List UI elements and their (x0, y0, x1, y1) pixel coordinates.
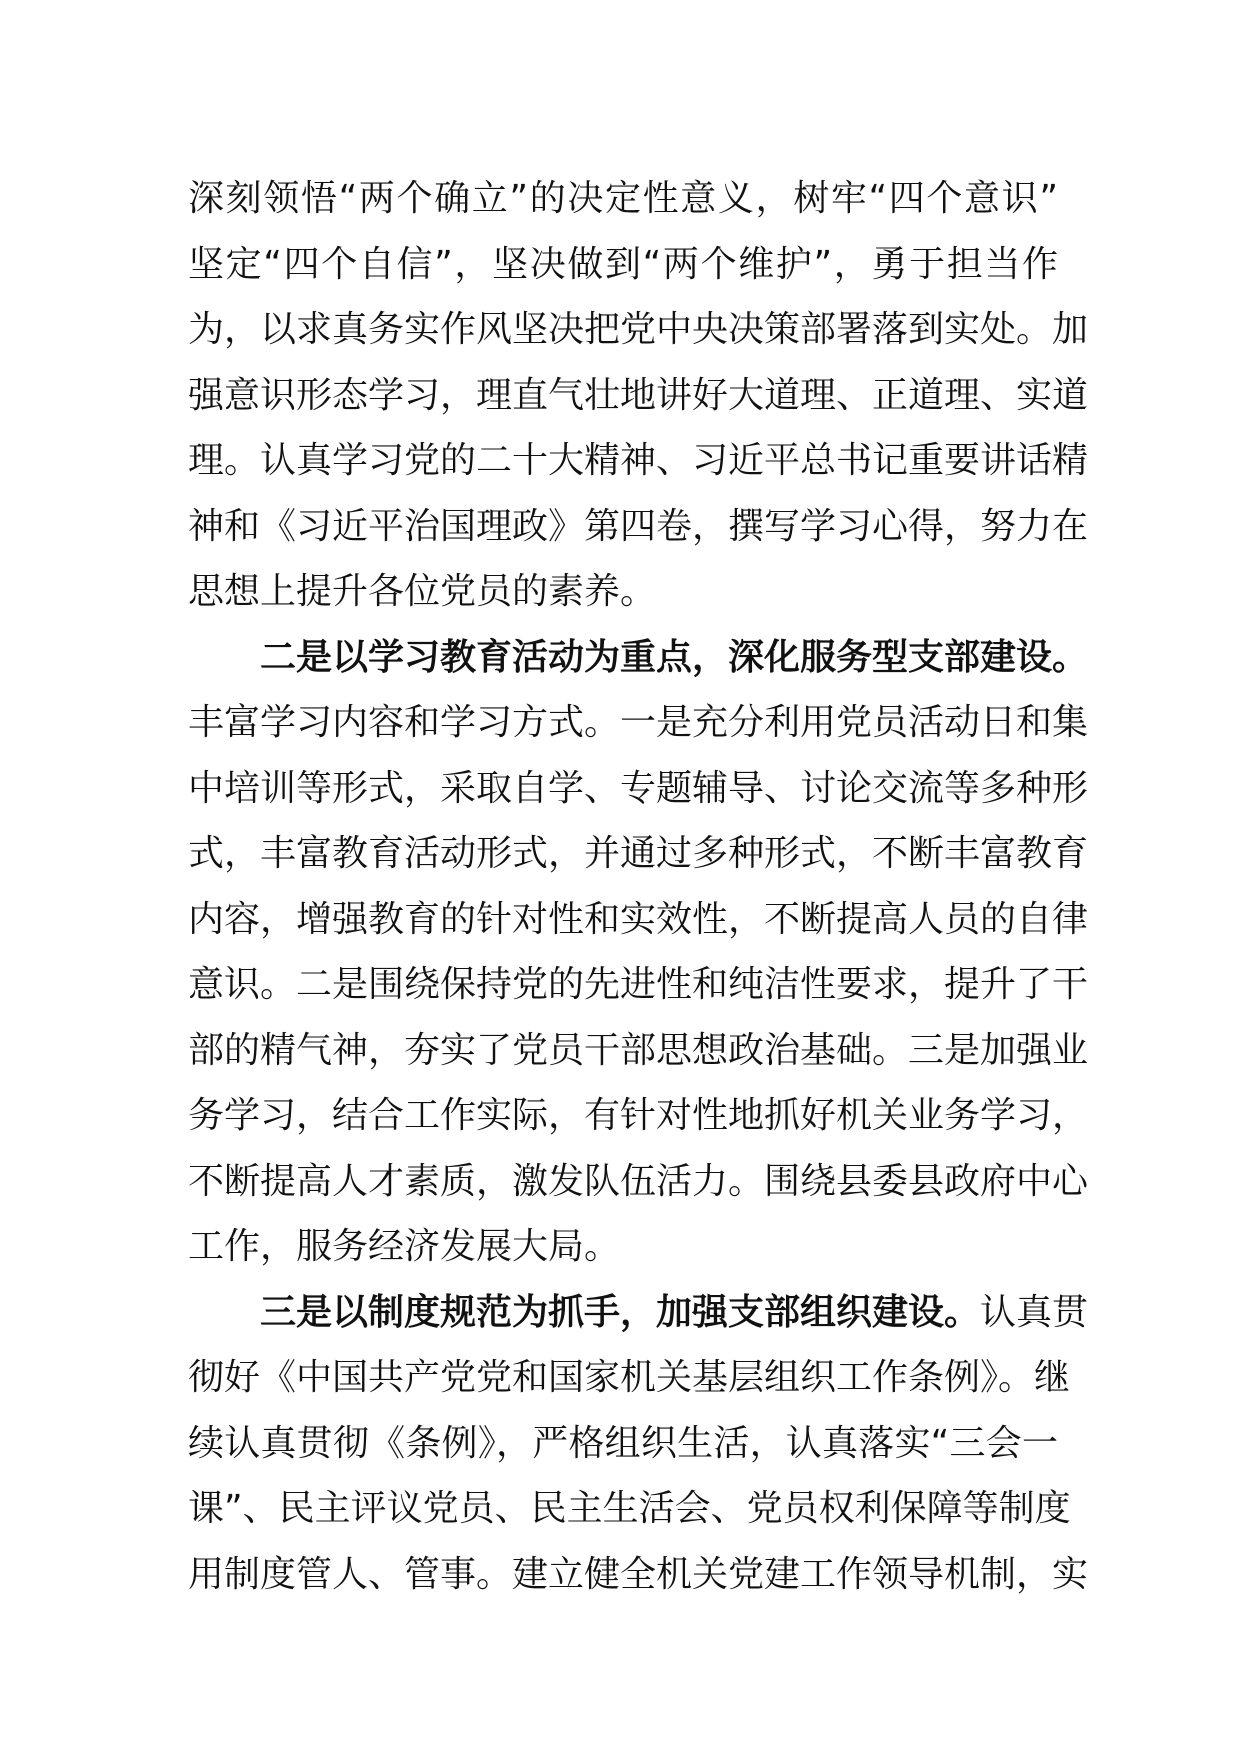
body-line-5: 理。认真学习党的二十大精神、习近平总书记重要讲话精 (188, 440, 1089, 481)
body-line-22: 用制度管人、管事。建立健全机关党建工作领导机制，实 (188, 1553, 1089, 1595)
section-heading-3: 三是以制度规范为抓手，加强支部组织建设。 (260, 1291, 981, 1333)
body-line-4: 强意识形态学习，理直气壮地讲好大道理、正道理、实道 (188, 374, 1089, 416)
body-line-13: 意识。二是围绕保持党的先进性和纯洁性要求，提升了干 (188, 964, 1089, 1005)
section-text-3: 认真贯 (980, 1291, 1089, 1333)
body-line-7: 思想上提升各位党员的素养。 (188, 571, 657, 612)
body-line-10: 中培训等形式，采取自学、专题辅导、讨论交流等多种形 (188, 767, 1089, 809)
section-line-3 (188, 1280, 1089, 1346)
document-body (188, 166, 1089, 1607)
body-line-14: 部的精气神，夯实了党员干部思想政治基础。三是加强业 (188, 1029, 1089, 1071)
body-line-1: 深刻领悟“两个确立”的决定性意义，树牢“四个意识” (188, 178, 1058, 219)
body-line-19: 彻好《中国共产党党和国家机关基层组织工作条例》。继 (188, 1357, 1071, 1398)
body-line-2: 坚定“四个自信”，坚决做到“两个维护”，勇于担当作 (188, 243, 1058, 285)
body-line-6: 神和《习近平治国理政》第四卷，撰写学习心得，努力在 (188, 505, 1089, 547)
section-heading-2: 二是以学习教育活动为重点，深化服务型支部建设。 (260, 636, 1089, 678)
body-line-11: 式，丰富教育活动形式，并通过多种形式，不断丰富教育 (188, 833, 1089, 874)
body-line-15: 务学习，结合工作实际，有针对性地抓好机关业务学习， (188, 1095, 1089, 1136)
body-line-12: 内容，增强教育的针对性和实效性，不断提高人员的自律 (188, 898, 1089, 940)
body-line-21: 课”、民主评议党员、民主生活会、党员权利保障等制度 (188, 1488, 1071, 1529)
body-line-20: 续认真贯彻《条例》，严格组织生活，认真落实“三会一 (188, 1422, 1058, 1464)
body-line-16: 不断提高人才素质，激发队伍活力。围绕县委县政府中心 (188, 1160, 1089, 1202)
body-line-3: 为，以求真务实作风坚决把党中央决策部署落到实处。加 (188, 309, 1089, 350)
body-line-9: 丰富学习内容和学习方式。一是充分利用党员活动日和集 (188, 702, 1089, 743)
body-line-17: 工作，服务经济发展大局。 (188, 1226, 621, 1267)
